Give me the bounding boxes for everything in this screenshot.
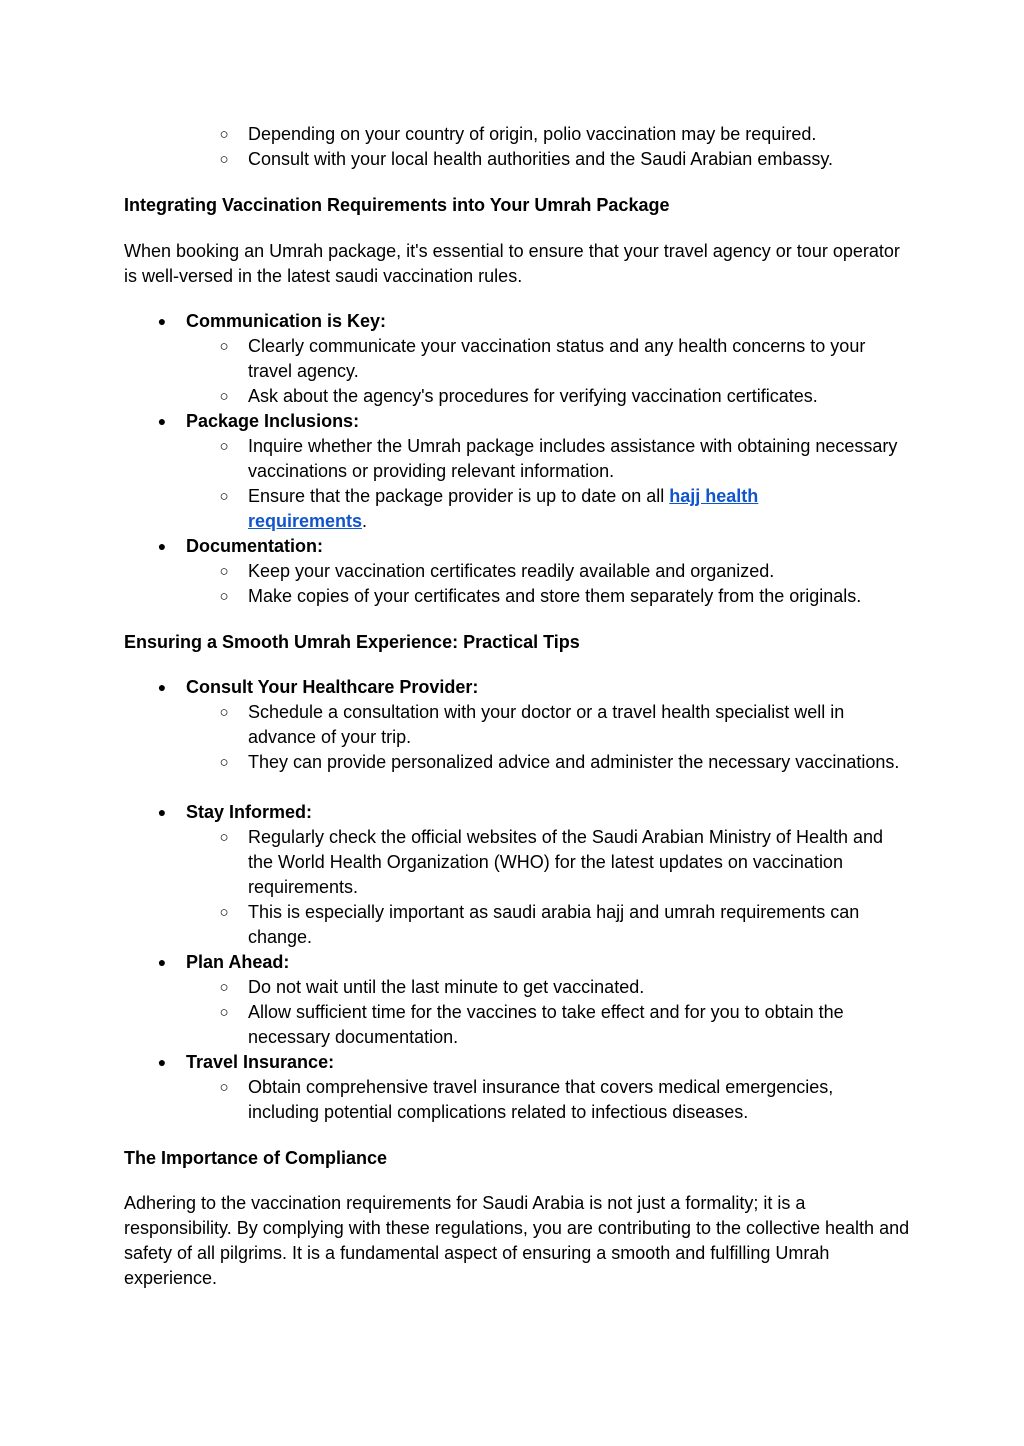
paragraph: Adhering to the vaccination requirements for Saudi Arabia is not just a formality; it is a responsibility. By complying with these regulations, you are contributing to the collective health and safety of all pilgrims. It is a fundamental aspect of ensuring a smooth and fulfilling Umrah experience.: [124, 1193, 910, 1288]
sub-bullet-glyph: ○: [219, 904, 229, 921]
list-item-label: Communication is Key:: [186, 311, 387, 331]
section-heading: Ensuring a Smooth Umrah Experience: Practical Tips: [124, 632, 580, 652]
sub-bullet-glyph: ○: [219, 151, 229, 168]
bullet-glyph: ●: [157, 954, 167, 970]
sub-bullet-glyph: ○: [219, 488, 229, 505]
list-item-text: Obtain comprehensive travel insurance that covers medical emergencies, including potential complications related to infectious diseases.: [248, 1077, 834, 1122]
sub-bullet-glyph: ○: [219, 1079, 229, 1096]
sub-bullet-glyph: ○: [219, 979, 229, 996]
sub-bullet-glyph: ○: [219, 438, 229, 455]
sub-bullet-glyph: ○: [219, 754, 229, 771]
sub-bullet-glyph: ○: [219, 704, 229, 721]
list-item-text: Clearly communicate your vaccination status and any health concerns to your travel agency.: [248, 336, 866, 381]
list-item-text: Keep your vaccination certificates readily available and organized.: [248, 561, 775, 581]
list-item-label: Travel Insurance:: [186, 1052, 335, 1072]
list-item-text: They can provide personalized advice and administer the necessary vaccinations.: [248, 752, 900, 772]
link-sentence-prefix: Ensure that the package provider is up to date on all: [248, 486, 670, 506]
sub-bullet-glyph: ○: [219, 338, 229, 355]
list-item-text: Consult with your local health authorities and the Saudi Arabian embassy.: [248, 149, 834, 169]
bullet-glyph: ●: [157, 1054, 167, 1070]
sub-bullet-glyph: ○: [219, 563, 229, 580]
bullet-glyph: ●: [157, 804, 167, 820]
sub-bullet-glyph: ○: [219, 126, 229, 143]
bullet-glyph: ●: [157, 679, 167, 695]
list-item-text: This is especially important as saudi arabia hajj and umrah requirements can change.: [248, 902, 860, 947]
list-item-text: [248, 484, 903, 534]
sub-bullet-glyph: ○: [219, 388, 229, 405]
list-item-label: Stay Informed:: [186, 802, 313, 822]
list-item-text: Ask about the agency's procedures for verifying vaccination certificates.: [248, 386, 818, 406]
bullet-glyph: ●: [157, 538, 167, 554]
link-sentence-suffix: .: [362, 511, 368, 531]
sub-bullet-glyph: ○: [219, 588, 229, 605]
sub-bullet-glyph: ○: [219, 1004, 229, 1021]
bullet-glyph: ●: [157, 413, 167, 429]
link-text-line1[interactable]: hajj health: [669, 486, 759, 506]
link-text-line2[interactable]: requirements: [248, 511, 363, 531]
section-heading: The Importance of Compliance: [124, 1148, 388, 1168]
bullet-glyph: ●: [157, 313, 167, 329]
list-item-label: Consult Your Healthcare Provider:: [186, 677, 479, 697]
list-item-text: Regularly check the official websites of the Saudi Arabian Ministry of Health and the World Health Organization (WHO) for the latest updates on vaccination requirements.: [248, 827, 884, 897]
list-item-text: Do not wait until the last minute to get vaccinated.: [248, 977, 645, 997]
list-item-text: Make copies of your certificates and store them separately from the originals.: [248, 586, 862, 606]
section-heading: Integrating Vaccination Requirements into Your Umrah Package: [124, 195, 670, 215]
list-item-label: Package Inclusions:: [186, 411, 360, 431]
list-item-label: Plan Ahead:: [186, 952, 290, 972]
sub-bullet-glyph: ○: [219, 829, 229, 846]
list-item-text: Schedule a consultation with your doctor or a travel health specialist well in advance of your trip.: [248, 702, 845, 747]
list-item-text: Depending on your country of origin, polio vaccination may be required.: [248, 124, 817, 144]
list-item-text: Allow sufficient time for the vaccines to take effect and for you to obtain the necessary documentation.: [248, 1002, 844, 1047]
list-item-label: Documentation:: [186, 536, 323, 556]
list-item-text: Inquire whether the Umrah package includes assistance with obtaining necessary vaccinations or providing relevant information.: [248, 436, 898, 481]
paragraph: When booking an Umrah package, it's essential to ensure that your travel agency or tour operator is well-versed in the latest saudi vaccination rules.: [124, 241, 900, 286]
